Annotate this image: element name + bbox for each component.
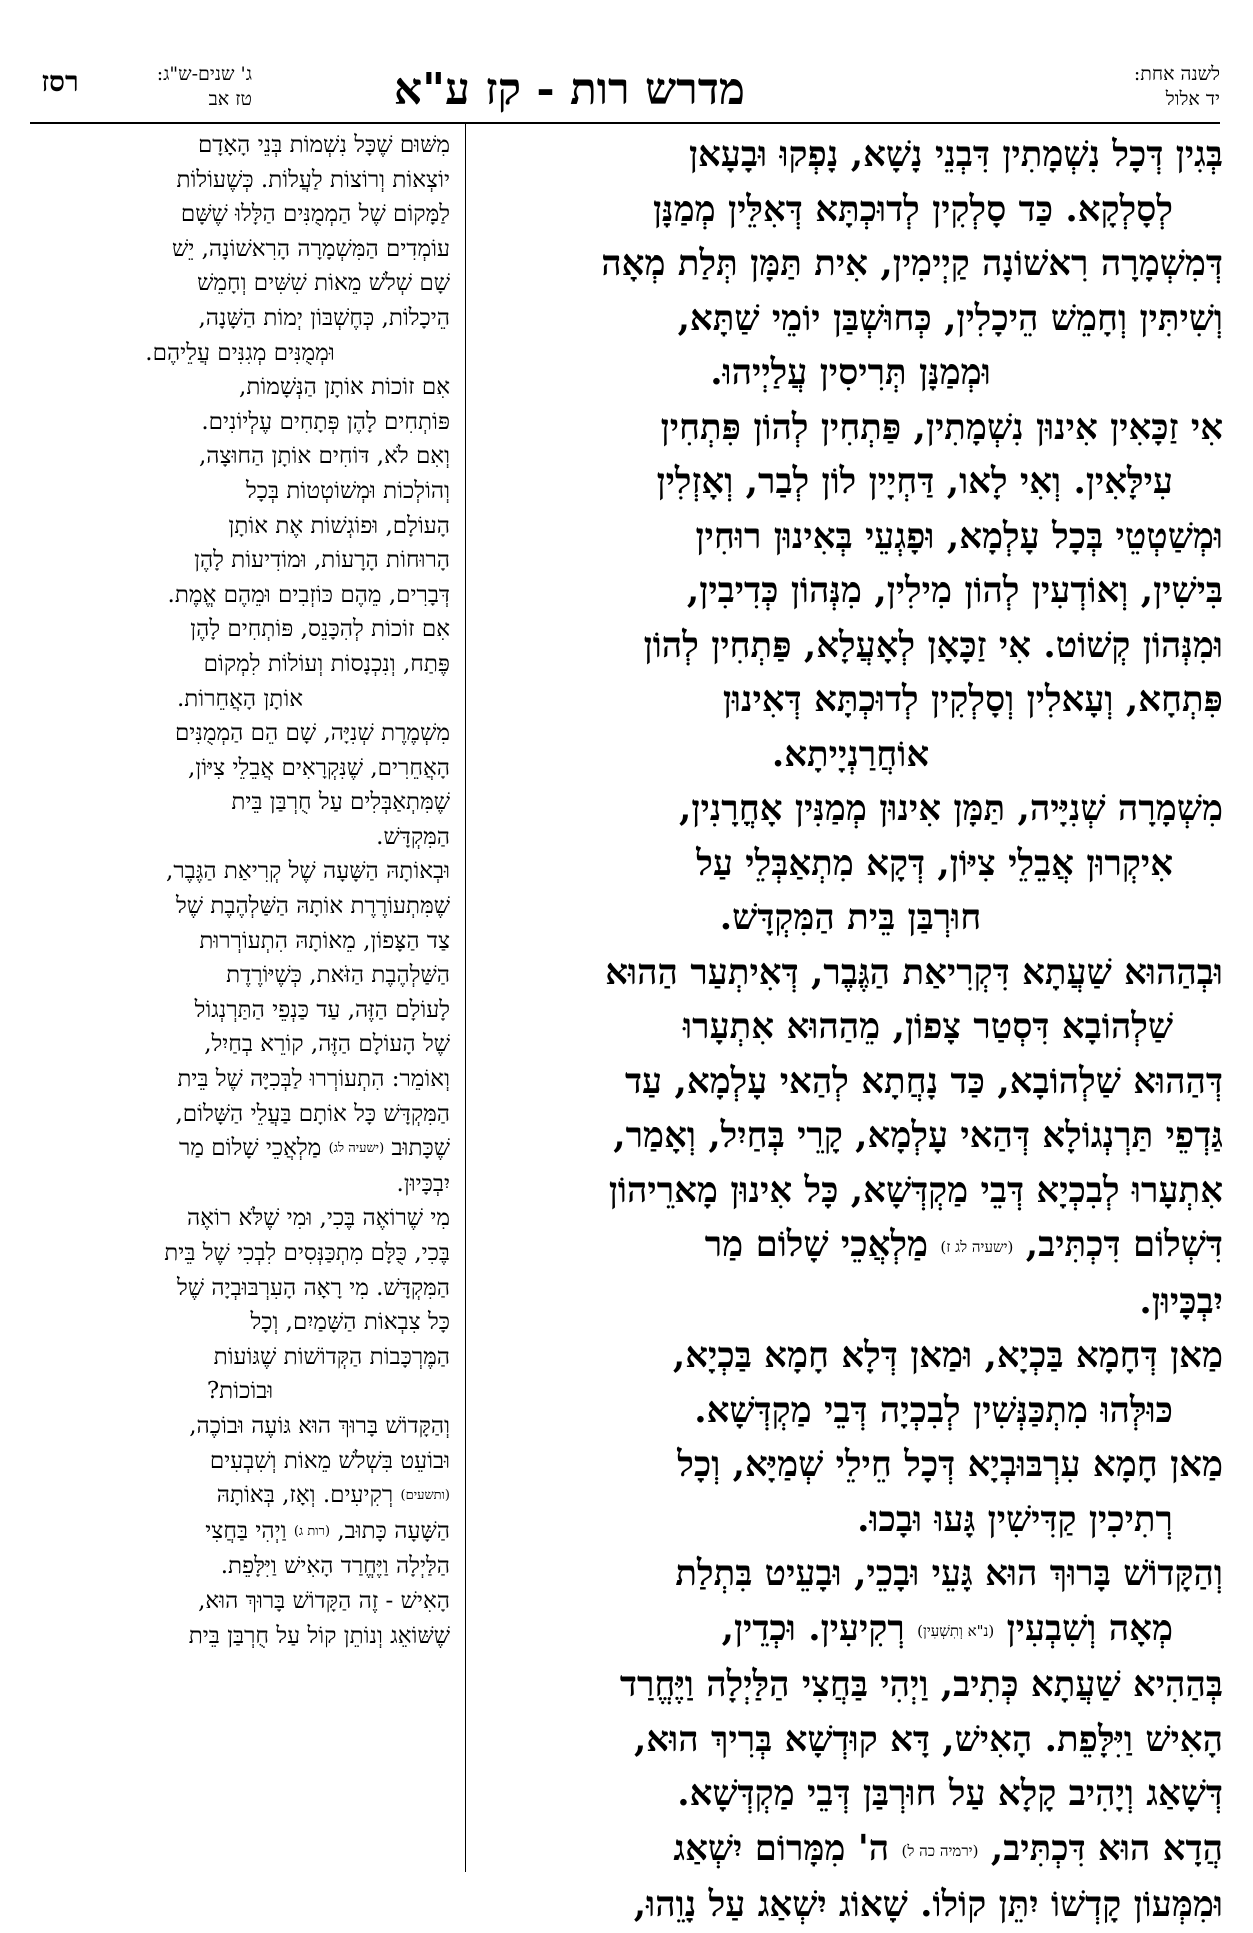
commentary-line: שֶׁל הָעוֹלָם הַזֶּה, קוֹרֵא בְחַיִל, [204,1031,450,1058]
commentary-line: וּבְאוֹתָהּ הַשָּׁעָה שֶׁל קְרִיאַת הַגֶּבֶר, [166,858,450,885]
page-title: מדרש רות - קז ע"א [393,64,745,115]
commentary-line: הָרוּחוֹת הָרָעוֹת, וּמוֹדִיעוֹת לָהֶן [194,547,450,574]
main-line [478,1602,1223,1659]
commentary-line: הַמִּקְדָּשׁ. [376,823,450,850]
main-line: וּבְהַהוּא שַׁעֲתָא דִּקְרִיאַת הַגֶּבֶר, דְּאִיתְעַר הַהוּא [605,951,1223,993]
commentary-line-start: הַשָּׁעָה כָּתוּב, [337,1517,450,1544]
commentary-line: הָאֲחֵרִים, שֶׁנִּקְרָאִים אֲבֵלֵי צִיּוֹן, [188,754,450,781]
commentary-line: בֶּכִי, כֻּלָּם מִתְכַּנְּסִים לִבְכִי שֶׁל בֵּית [164,1240,450,1266]
main-line: דְּהַהוּא שַׁלְהוֹבָא, כַּד נָחֲתָא לְהַאי עָלְמָא, עַד [624,1060,1223,1102]
main-line: אוֹחֲרַנְיָיתָא. [771,733,930,775]
commentary-line [30,1514,450,1550]
commentary-line: הַמִּקְדָּשׁ כָּל אוֹתָם בַּעֲלֵי הַשָּׁלוֹם, [175,1100,450,1127]
main-line-start: מְאָה וְשִׁבְעִין [1006,1607,1173,1649]
commentary-line: שָׁם שְׁלֹשׁ מֵאוֹת שִׁשִּׁים וְחָמֵשׁ [197,270,450,297]
main-line: בְּגִין דְּכָל נִשְׁמָתִין דִּבְנֵי נָשָׁא, נָפְקוּ וּבָעָאן [688,134,1223,175]
main-line: רְתִיכִין קַדִּישִׁין גָּעוּ וּבָכוּ. [857,1498,1173,1540]
commentary-line: לַמָּקוֹם שֶׁל הַמְמֻנִּים הַלָּלוּ שֶׁשָּׁם [180,201,450,228]
commentary-line: מִי שֶׁרוֹאֶה בֶּכִי, וּמִי שֶׁלֹּא רוֹאֶה [187,1205,450,1232]
main-line: אִיקְרוּן אֲבֵלֵי צִיּוֹן, דְּקָא מִתְאַבְּלֵי עַל [696,842,1173,884]
commentary-line: הֵיכָלוֹת, כְּחֶשְׁבּוֹן יְמוֹת הַשָּׁנָה, [198,304,450,331]
main-line: גַּדְפֵי תַּרְנְגוֹלָא דְּהַאי עָלְמָא, קָרֵי בְּחַיִל, וְאָמַר, [613,1115,1223,1156]
commentary-line: וּבוֹכוֹת? [206,1378,274,1405]
commentary-line-end: וַיְהִי בַּחֲצִי [205,1517,287,1544]
main-line: וְהַקָּדוֹשׁ בָּרוּךְ הוּא גָּעֵי וּבָכֵי, וּבָעֵיט בִּתְלַת [675,1553,1223,1594]
one-year-label: לשנה אחת: [1133,63,1220,85]
main-line: מַאן חָמָא עִרְבּוּבְיָא דְּכָל חֵילֵי שְׁמַיָּא, וְכָל [677,1444,1223,1485]
commentary-line: פֶּתַח, וְנִכְנָסוֹת וְעוֹלוֹת לִמְקוֹם [203,650,450,677]
commentary-line: דְּבָרִים, מֵהֶם כּוֹזְבִים וּמֵהֶם אֱמֶת. [167,581,450,608]
commentary-line: וּמְמֻנִּים מְגִנִּים עֲלֵיהֶם. [145,339,335,366]
commentary-line: שֶׁשּׁוֹאֵג וְנוֹתֵן קוֹל עַל חֻרְבַּן בֵּית [188,1622,450,1649]
jeremiah-reference: (ירמיה כה ל) [901,1841,979,1860]
main-line: וְשִׁיתִּין וְחָמֵשׁ הֵיכָלִין, כְּחוּשְׁבַּן יוֹמֵי שַׁתָּא, [677,297,1223,339]
main-line: הָאִישׁ וַיִּלָּפֵת. הָאִישׁ, דָּא קוּדְשָׁא בְּרִיךְ הוּא, [633,1718,1223,1760]
main-line-start: דִּשְׁלוֹם דִּכְתִּיב, [1025,1224,1223,1265]
main-line: מִשְׁמָרָה שְׁנִיָּיה, תַּמָּן אִינוּן מְמַנִּין אָחֳרָנִין, [679,788,1223,829]
main-line: פִּתְחָא, וְעָאלִין וְסָלְקִין לְדוּכְתָּא דְּאִינוּן [722,679,1223,720]
commentary-line [30,1478,450,1514]
main-line: אִתְעָרוּ לְבִכְיָא דְּבֵי מַקְדְּשָׁא, כָּל אִינוּן מָארֵיהוֹן [608,1169,1223,1211]
one-year-date: יד אלול [1165,88,1220,110]
isaiah-reference: (ישעיה לג) [328,1141,385,1157]
commentary-line: וּבוֹעֵט בִּשְׁלֹשׁ מֵאוֹת וְשִׁבְעִים [209,1447,450,1474]
commentary-line: יִבְכָּיוּן. [396,1170,450,1197]
commentary-line-text: רְקִיעִים. וְאָז, בְּאוֹתָהּ [216,1482,394,1509]
main-line: וּמְשַׁטְטֵי בְּכָל עָלְמָא, וּפָגְעֵי בְּאִינוּן רוּחִין [695,515,1223,557]
main-text-column [478,128,1223,1933]
commentary-line: אוֹתָן הָאֲחֵרוֹת. [176,685,304,712]
commentary-line: פּוֹתְחִים לָהֶן פְּתָחִים עֶלְיוֹנִים. [201,408,450,435]
main-line: וּמְמַנָּן תְּרִיסִין עֲלַיְיהוּ. [710,352,991,393]
commentary-line: כָּל צִבְאוֹת הַשָּׁמַיִם, וְכָל [250,1309,450,1336]
commentary-line: הָעוֹלָם, וּפוֹגְשׁוֹת אֶת אוֹתָן [228,512,450,539]
main-line: כּוּלְּהוּ מִתְכַּנְּשִׁין לְבִכְיָה דְּבֵי מַקְדְּשָׁא. [694,1389,1173,1431]
commentary-line: מִשְׁמֶרֶת שְׁנִיָּה, שָׁם הֵם הַמְמֻנִּים [174,720,450,747]
variant-reading: (ותשעים) [400,1488,450,1504]
main-line: לְסָלְקָא. כַּד סָלְקִין לְדוּכְתָּא דְּאִלֵּין מְמַנָּן [652,188,1173,230]
main-line-end: מַלְאֲכֵי שָׁלוֹם מַר [704,1224,929,1265]
commentary-line: וְהוֹלְכוֹת וּמְשׁוֹטְטוֹת בְּכָל [245,477,450,504]
main-line: בִּישִׁין, וְאוֹדְעִין לְהוֹן מִילִין, מִנְּהוֹן כְּדִיבִין, [686,570,1223,611]
commentary-line: הַלַּיְלָה וַיֶּחֱרַד הָאִישׁ וַיִּלָּפֵת. [220,1553,450,1580]
page-number: רסז [41,65,79,98]
header-divider [30,122,1220,124]
main-line: אִי זַכָּאִין אִינוּן נִשְׁמָתִין, פַּתְחִין לְהוֹן פִּתְחִין [660,406,1223,448]
commentary-line: הַמִּקְדָּשׁ. מִי רָאָה הָעִרְבּוּבְיָה שֶׁל [177,1274,450,1301]
main-line: עִילָּאִין. וְאִי לָאו, דַּחְיָין לוֹן לְבַר, וְאָזְלִין [656,461,1173,502]
main-line: דְּמִשְׁמָרָה רִאשׁוֹנָה קַיְימִין, אִית תַּמָּן תְּלַת מְאָה [601,243,1223,284]
commentary-line: הַמֶּרְכָּבוֹת הַקְּדוֹשׁוֹת שֶׁגּוֹעוֹת [213,1343,450,1370]
main-line: וּמִמְּעוֹן קָדְשׁוֹ יִתֵּן קוֹלוֹ. שָׁאוֹג יִשְׁאַג עַל נָוֵהוּ, [633,1884,1223,1925]
ruth-reference: (רות ג) [293,1523,331,1539]
main-line: יִבְכָּיוּן. [1139,1280,1223,1322]
main-line: דְּשָׁאַג וְיָהִיב קָלָא עַל חוּרְבַּן דְּבֵי מַקְדְּשָׁא. [677,1773,1223,1814]
main-line-end: רְקִיעִין. וּכְדֵין, [721,1607,905,1649]
main-line-start: הֲדָא הוּא דִּכְתִּיב, [990,1827,1223,1869]
variant-reading: (נ"א וְתִשְׁעִין) [917,1621,995,1640]
commentary-line: הַשַּׁלְהֶבֶת הַזֹּאת, כְּשֶׁיּוֹרֶדֶת [226,962,450,989]
commentary-line: שֶׁמִּתְעוֹרֶרֶת אוֹתָהּ הַשַּׁלְהֶבֶת שֶׁל [175,893,450,920]
commentary-line: שֶׁמִּתְאַבְּלִים עַל חֻרְבַּן בֵּית [231,789,450,816]
three-year-date: טז אב [208,88,252,110]
commentary-line: וְאוֹמֵר: הִתְעוֹרְרוּ לַבְּכִיָּה שֶׁל בֵּית [177,1066,450,1093]
three-year-schedule [92,62,252,112]
commentary-line [30,1131,450,1167]
commentary-line: וְהַקָּדוֹשׁ בָּרוּךְ הוּא גּוֹעֶה וּבוֹכֶה, [189,1412,450,1439]
commentary-line: עוֹמְדִים הַמִּשְׁמָרָה הָרִאשׁוֹנָה, יֵשׁ [171,235,450,262]
commentary-line: וְאִם לֹא, דּוֹחִים אוֹתָן הַחוּצָה, [199,443,450,470]
commentary-line: אִם זוֹכוֹת לְהִכָּנֵס, פּוֹתְחִים לָהֶן [190,616,450,643]
page-header [30,62,1220,122]
main-line: חוּרְבַּן בֵּית הַמִּקְדָּשׁ. [719,897,982,938]
main-line [478,1822,1223,1879]
main-line [478,1218,1223,1275]
commentary-line: מִשּׁוּם שֶׁכָּל נִשְׁמוֹת בְּנֵי הָאָדָם [197,132,450,158]
isaiah-reference: (ישעיה לג ז) [940,1238,1014,1256]
main-line: מַאן דְּחָמָא בַּכְיָא, וּמַאן דְּלָא חָמָא בַּכְיָא, [672,1335,1223,1376]
one-year-schedule [1000,62,1220,112]
commentary-line-start: שֶׁכָּתוּב [391,1135,450,1162]
commentary-line: הָאִישׁ - זֶה הַקָּדוֹשׁ בָּרוּךְ הוּא, [198,1587,450,1614]
commentary-line: צַד הַצָּפוֹן, מֵאוֹתָהּ הִתְעוֹרְרוּת [199,927,450,954]
main-line-end: ה' מִמָּרוֹם יִשְׁאַג [673,1827,890,1869]
commentary-line: אִם זוֹכוֹת אוֹתָן הַנְּשָׁמוֹת, [239,374,450,401]
commentary-line: לָעוֹלָם הַזֶּה, עַד כַּנְפֵי הַתַּרְנְגוֹל [194,996,450,1023]
commentary-column [30,128,450,1653]
column-divider [465,122,466,1872]
commentary-line-end: מַלְאֲכֵי שָׁלוֹם מַר [179,1135,322,1162]
three-year-label: ג' שנים-ש"ג: [156,63,252,85]
main-line: בְּהַהִיא שַׁעֲתָא כְּתִיב, וַיְהִי בַּחֲצִי הַלַּיְלָה וַיֶּחֱרַד [619,1664,1223,1705]
main-line: שַׁלְהוֹבָא דִּסְטַר צָפוֹן, מֵהַהוּא אִתְעָרוּ [683,1006,1173,1047]
commentary-line: יוֹצְאוֹת וְרוֹצוֹת לַעֲלוֹת. כְּשֶׁעוֹלוֹת [176,166,450,193]
main-line: וּמִנְּהוֹן קְשׁוֹט. אִי זַכָּאָן לְאָעֲלָא, פַּתְחִין לְהוֹן [643,624,1223,666]
